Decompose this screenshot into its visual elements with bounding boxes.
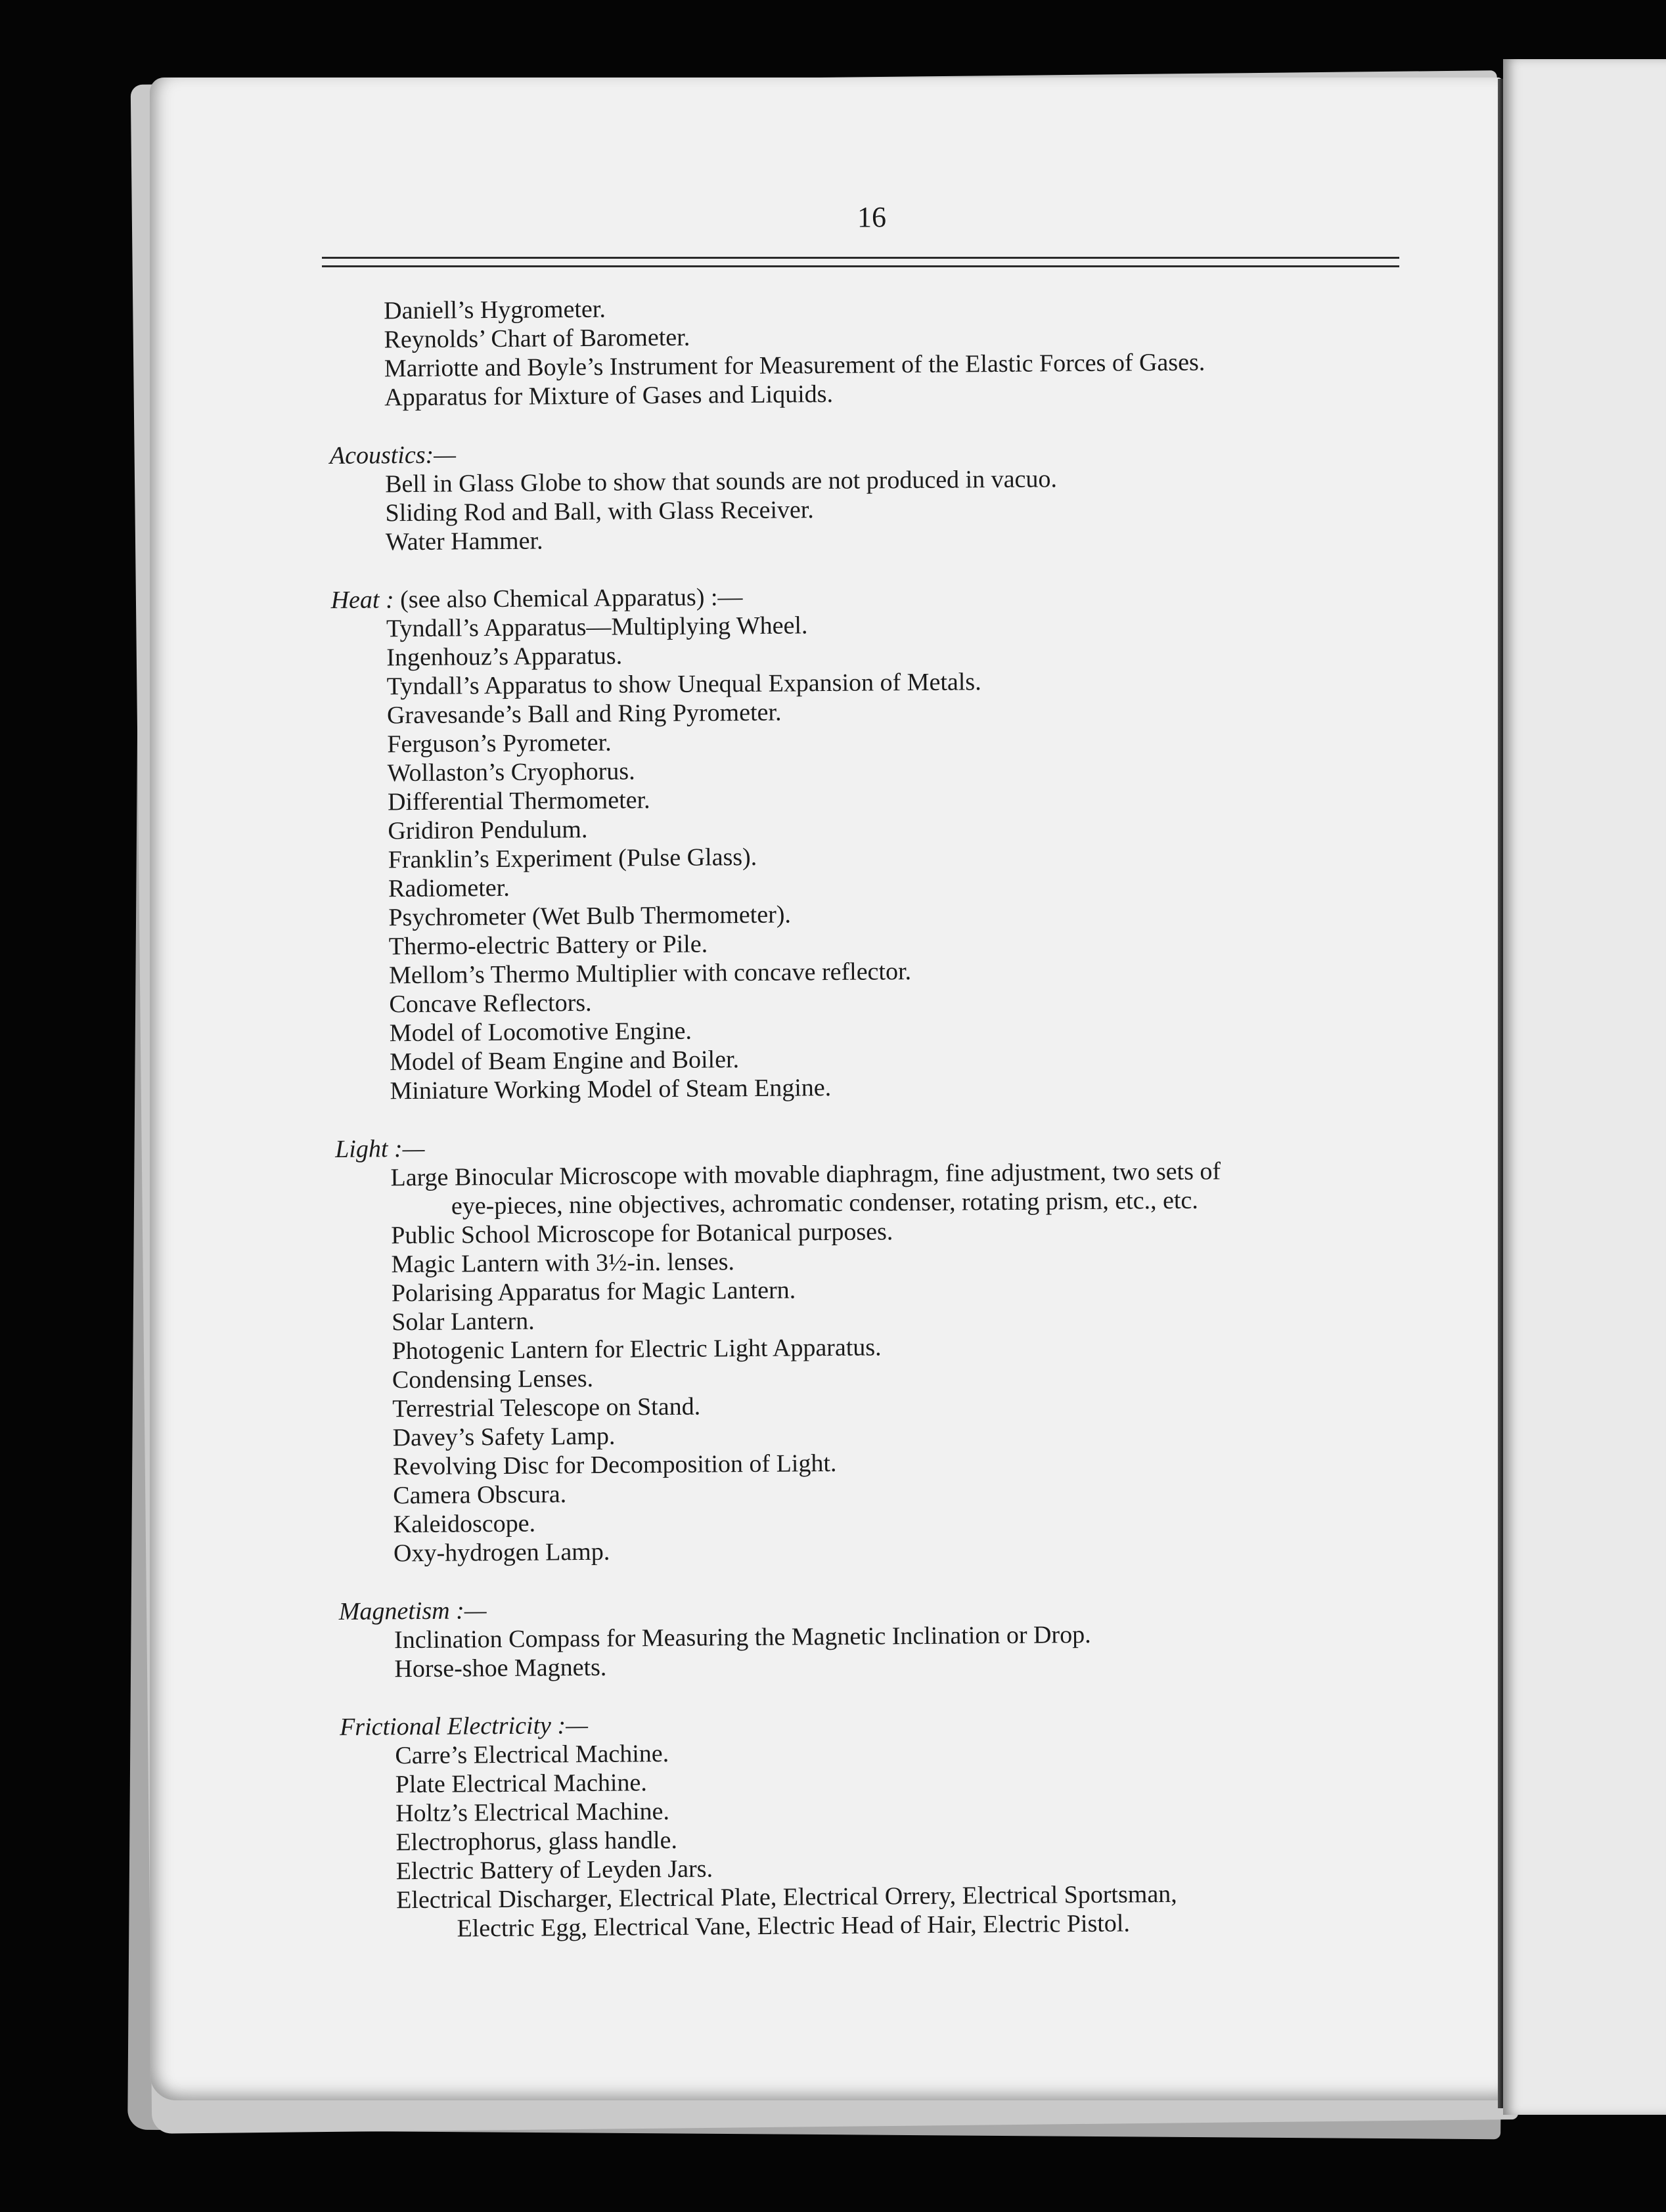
section-3: [339, 1589, 1456, 1684]
facing-page-edge: [1503, 59, 1666, 2115]
list-item: Inclination Compass for Measuring the Magnetic Inclination or Drop.: [394, 1620, 1091, 1654]
section-heading-note: (see also Chemical Apparatus) :—: [394, 583, 743, 614]
list-item: Differential Thermometer.: [387, 786, 650, 816]
sections: [330, 433, 1458, 1944]
section-heading-label: Magnetism :—: [338, 1597, 487, 1626]
header-rule: [322, 265, 1399, 267]
list-item: Kaleidoscope.: [393, 1509, 536, 1539]
list-item: Ingenhouz’s Apparatus.: [386, 642, 623, 672]
section-heading-label: Acoustics:—: [329, 441, 457, 470]
list-item: Concave Reflectors.: [389, 988, 592, 1019]
list-item: Wollaston’s Cryophorus.: [387, 757, 635, 787]
list-item: Tyndall’s Apparatus—Multiplying Wheel.: [386, 611, 808, 643]
list-item: Electrophorus, glass handle.: [395, 1826, 678, 1857]
list-item: Gridiron Pendulum.: [388, 815, 588, 845]
list-item: Daniell’s Hygrometer.: [384, 295, 606, 325]
list-item: Plate Electrical Machine.: [395, 1769, 647, 1799]
list-item: Polarising Apparatus for Magic Lantern.: [391, 1276, 796, 1308]
apparatus-list: [328, 288, 1458, 1944]
list-item: Electric Battery of Leyden Jars.: [395, 1855, 713, 1886]
list-item: Psychrometer (Wet Bulb Thermometer).: [388, 900, 792, 932]
list-item: Photogenic Lantern for Electric Light Apparatus.: [392, 1333, 882, 1365]
list-item: Public School Microscope for Botanical purposes.: [391, 1218, 893, 1250]
section-heading-label: Light :—: [335, 1134, 425, 1163]
list-item: Terrestrial Telescope on Stand.: [392, 1392, 701, 1423]
list-item: Gravesande’s Ball and Ring Pyrometer.: [386, 698, 782, 730]
list-item-continuation: eye-pieces, nine objectives, achromatic condenser, rotating prism, etc., etc.: [451, 1186, 1198, 1220]
list-item: Solar Lantern.: [392, 1307, 535, 1337]
section-2: [335, 1126, 1455, 1568]
intro-list: [328, 288, 1446, 412]
list-item: Horse-shoe Magnets.: [394, 1653, 607, 1683]
list-item: Holtz’s Electrical Machine.: [395, 1797, 670, 1828]
list-item: Magic Lantern with 3½-in. lenses.: [391, 1248, 735, 1279]
section-heading-label: Heat :: [330, 586, 394, 614]
list-item: Water Hammer.: [385, 527, 543, 556]
section-4: [340, 1704, 1458, 1944]
page-number: 16: [857, 201, 886, 233]
list-item: Franklin’s Experiment (Pulse Glass).: [388, 843, 757, 874]
list-item-continuation: Electric Egg, Electrical Vane, Electric Head of Hair, Electric Pistol.: [457, 1909, 1131, 1943]
list-item: Sliding Rod and Ball, with Glass Receiver.: [385, 496, 815, 527]
list-item: Oxy-hydrogen Lamp.: [393, 1537, 610, 1568]
list-item: Davey’s Safety Lamp.: [392, 1422, 616, 1452]
list-item: Large Binocular Microscope with movable diaphragm, fine adjustment, two sets of: [390, 1157, 1221, 1192]
list-item: Model of Beam Engine and Boiler.: [389, 1046, 740, 1076]
header-rule: [322, 257, 1399, 259]
list-item: Apparatus for Mixture of Gases and Liquids.: [384, 380, 834, 412]
list-item: Carre’s Electrical Machine.: [395, 1739, 669, 1770]
list-item: Thermo-electric Battery or Pile.: [388, 930, 708, 961]
list-item: Revolving Disc for Decomposition of Light.: [392, 1449, 837, 1481]
list-item: Camera Obscura.: [393, 1480, 567, 1510]
list-item: Marriotte and Boyle’s Instrument for Measurement of the Elastic Forces of Gases.: [384, 348, 1205, 383]
list-item: Tyndall’s Apparatus to show Unequal Expansion of Metals.: [386, 668, 981, 701]
list-item: Electrical Discharger, Electrical Plate, Electrical Orrery, Electrical Sportsman,: [396, 1880, 1177, 1914]
section-0: [330, 433, 1447, 557]
list-item: Ferguson’s Pyrometer.: [387, 728, 612, 759]
section-1: [330, 577, 1451, 1106]
list-item: Condensing Lenses.: [392, 1364, 594, 1394]
list-item: Miniature Working Model of Steam Engine.: [390, 1074, 832, 1105]
list-item: Model of Locomotive Engine.: [389, 1017, 692, 1048]
list-item: Reynolds’ Chart of Barometer.: [384, 323, 690, 354]
list-item: Mellom’s Thermo Multiplier with concave reflector.: [388, 958, 912, 990]
list-item: Radiometer.: [388, 874, 510, 903]
section-heading-label: Frictional Electricity :—: [339, 1711, 589, 1741]
list-item: Bell in Glass Globe to show that sounds are not produced in vacuo.: [385, 465, 1058, 498]
